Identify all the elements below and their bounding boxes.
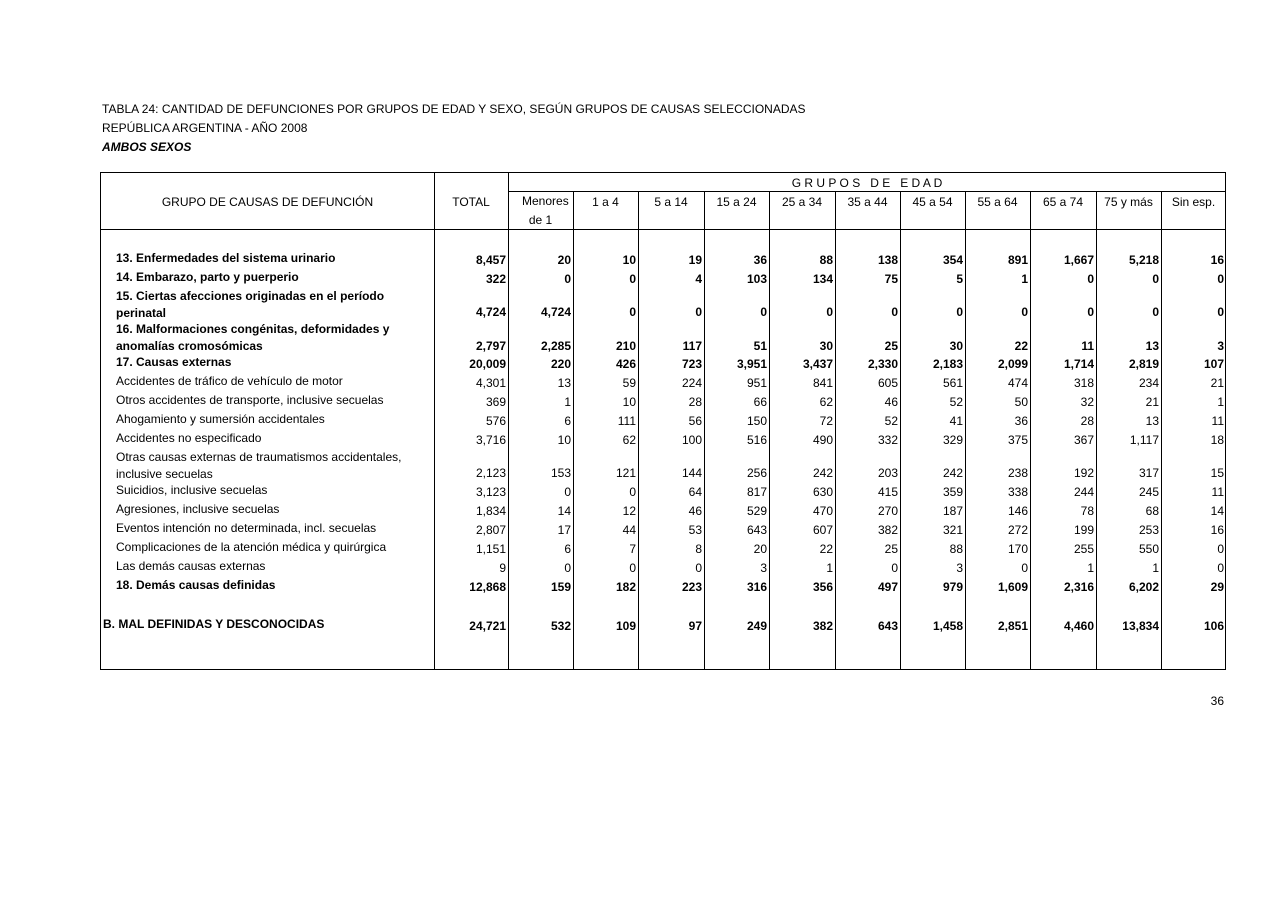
row-age-value: 0 (1087, 272, 1094, 286)
row-total-value: 3,716 (475, 433, 506, 447)
row-age-value: 13 (1145, 339, 1159, 353)
table-title: TABLA 24: CANTIDAD DE DEFUNCIONES POR GRUPOS DE EDAD Y SEXO, SEGÚN GRUPOS DE CAUSAS SELECCIONADAS (102, 102, 806, 116)
row-age-value: 951 (746, 376, 767, 390)
row-age-value: 0 (826, 305, 833, 319)
row-age-value: 97 (688, 619, 702, 633)
column-header-cause: GRUPO DE CAUSAS DE DEFUNCIÓN (161, 195, 374, 209)
row-age-value: 56 (688, 414, 702, 428)
row-age-value: 14 (1210, 504, 1224, 518)
row-label: 15. Ciertas afecciones originadas en el período perinatal (116, 289, 385, 320)
row-age-value: 354 (942, 253, 963, 267)
row-age-value: 121 (615, 466, 636, 480)
row-age-value: 415 (877, 485, 898, 499)
row-age-value: 532 (550, 619, 571, 633)
row-label: Complicaciones de la atención médica y quirúrgica (116, 540, 387, 554)
row-age-value: 1 (1217, 395, 1224, 409)
row-total-value: 4,301 (475, 376, 506, 390)
row-age-value: 0 (891, 561, 898, 575)
row-age-value: 0 (1152, 305, 1159, 319)
row-age-value: 28 (1080, 414, 1094, 428)
row-age-value: 0 (1021, 561, 1028, 575)
row-age-value: 0 (695, 305, 702, 319)
row-age-value: 3 (1217, 339, 1224, 353)
header-bottom-rule (101, 229, 1226, 230)
row-age-value: 187 (942, 504, 963, 518)
row-age-value: 78 (1080, 504, 1094, 518)
row-total-value: 576 (485, 414, 506, 428)
row-age-value: 979 (942, 580, 963, 594)
row-total-value: 1,834 (475, 504, 506, 518)
row-age-value: 36 (753, 253, 767, 267)
row-total-value: 24,721 (469, 619, 506, 633)
row-age-value: 3 (760, 561, 767, 575)
page-number: 36 (1210, 694, 1224, 708)
row-age-value: 516 (746, 433, 767, 447)
row-age-value: 382 (812, 619, 833, 633)
row-label: 18. Demás causas definidas (116, 578, 276, 592)
row-total-value: 20,009 (469, 357, 506, 371)
column-header-total: TOTAL (452, 195, 490, 209)
row-label: 16. Malformaciones congénitas, deformidades y anomalías cromosómicas (116, 322, 390, 353)
row-age-value: 46 (688, 504, 702, 518)
row-label: B. MAL DEFINIDAS Y DESCONOCIDAS (103, 617, 325, 631)
row-age-value: 245 (1138, 485, 1159, 499)
row-age-value: 234 (1138, 376, 1159, 390)
row-age-value: 100 (681, 433, 702, 447)
row-age-value: 107 (1203, 357, 1224, 371)
row-age-value: 2,330 (867, 357, 898, 371)
row-label: Otros accidentes de transporte, inclusive secuelas (116, 393, 384, 407)
column-header-age: Sin esp. (1171, 195, 1216, 209)
row-age-value: 106 (1203, 619, 1224, 633)
row-age-value: 255 (1073, 542, 1094, 556)
row-age-value: 0 (760, 305, 767, 319)
row-age-value: 59 (622, 376, 636, 390)
row-age-value: 11 (1081, 339, 1094, 353)
row-age-value: 52 (884, 414, 898, 428)
row-age-value: 2,285 (540, 339, 571, 353)
row-age-value: 0 (956, 305, 963, 319)
row-age-value: 0 (1217, 561, 1224, 575)
row-age-value: 561 (942, 376, 963, 390)
row-age-value: 30 (819, 339, 833, 353)
row-age-value: 490 (812, 433, 833, 447)
row-age-value: 1,117 (1129, 433, 1159, 447)
row-age-value: 244 (1073, 485, 1094, 499)
row-age-value: 170 (1007, 542, 1028, 556)
row-age-value: 0 (1087, 305, 1094, 319)
table-titles (102, 100, 806, 157)
row-age-value: 21 (1145, 395, 1159, 409)
row-label: Agresiones, inclusive secuelas (116, 502, 280, 516)
column-header-age: 45 a 54 (912, 195, 953, 209)
row-age-value: 22 (1014, 339, 1028, 353)
row-age-value: 375 (1007, 433, 1028, 447)
row-age-value: 1 (826, 561, 833, 575)
column-header-age: 15 a 24 (716, 195, 757, 209)
row-age-value: 1,458 (932, 619, 963, 633)
row-age-value: 210 (615, 339, 636, 353)
row-age-value: 8 (695, 542, 702, 556)
column-header-age: 35 a 44 (847, 195, 888, 209)
row-age-value: 16 (1210, 253, 1224, 267)
row-age-value: 723 (681, 357, 702, 371)
table-subtitle: REPÚBLICA ARGENTINA - AÑO 2008 (102, 121, 308, 135)
row-age-value: 10 (622, 253, 636, 267)
row-age-value: 62 (819, 395, 833, 409)
row-age-value: 199 (1073, 523, 1094, 537)
row-age-value: 109 (615, 619, 636, 633)
row-label: 14. Embarazo, parto y puerperio (116, 270, 299, 284)
row-label: 17. Causas externas (116, 355, 232, 369)
row-age-value: 0 (1021, 305, 1028, 319)
row-age-value: 192 (1073, 466, 1094, 480)
row-age-value: 32 (1080, 395, 1094, 409)
row-age-value: 66 (753, 395, 767, 409)
row-age-value: 0 (564, 272, 571, 286)
row-label: 13. Enfermedades del sistema urinario (116, 251, 336, 265)
row-age-value: 272 (1007, 523, 1028, 537)
row-age-value: 182 (615, 580, 636, 594)
column-header-age: 5 a 14 (654, 195, 688, 209)
row-age-value: 6 (564, 414, 571, 428)
row-age-value: 497 (877, 580, 898, 594)
row-age-value: 356 (812, 580, 833, 594)
row-age-value: 6 (564, 542, 571, 556)
row-age-value: 117 (682, 339, 702, 353)
row-age-value: 72 (819, 414, 833, 428)
row-total-value: 4,724 (475, 305, 506, 319)
row-age-value: 1,609 (997, 580, 1028, 594)
row-age-value: 4 (695, 272, 702, 286)
row-total-value: 12,868 (469, 580, 506, 594)
row-age-value: 249 (746, 619, 767, 633)
row-age-value: 0 (1217, 305, 1224, 319)
row-total-value: 2,123 (475, 466, 506, 480)
row-age-value: 1 (564, 395, 571, 409)
row-age-value: 25 (884, 339, 898, 353)
row-label: Otras causas externas de traumatismos accidentales, inclusive secuelas (116, 450, 402, 481)
row-age-value: 630 (812, 485, 833, 499)
row-age-value: 6,202 (1128, 580, 1159, 594)
row-total-value: 9 (499, 561, 506, 575)
row-age-value: 643 (877, 619, 898, 633)
row-age-value: 332 (877, 433, 898, 447)
row-age-value: 17 (557, 523, 571, 537)
row-age-value: 1 (1152, 561, 1159, 575)
row-age-value: 0 (1217, 542, 1224, 556)
row-age-value: 134 (812, 272, 833, 286)
row-age-value: 242 (942, 466, 963, 480)
row-age-value: 0 (629, 305, 636, 319)
row-age-value: 529 (746, 504, 767, 518)
row-age-value: 36 (1014, 414, 1028, 428)
row-age-value: 44 (622, 523, 636, 537)
row-age-value: 1,714 (1063, 357, 1094, 371)
row-age-value: 20 (557, 253, 571, 267)
row-age-value: 10 (557, 433, 571, 447)
row-age-value: 11 (1211, 485, 1224, 499)
row-age-value: 1,667 (1063, 253, 1094, 267)
row-age-value: 52 (949, 395, 963, 409)
row-age-value: 426 (615, 357, 636, 371)
row-label: Las demás causas externas (116, 559, 266, 573)
row-age-value: 64 (688, 485, 702, 499)
row-age-value: 841 (812, 376, 833, 390)
row-age-value: 2,099 (997, 357, 1028, 371)
row-age-value: 0 (891, 305, 898, 319)
row-age-value: 1 (1087, 561, 1094, 575)
row-age-value: 242 (812, 466, 833, 480)
row-age-value: 51 (753, 339, 767, 353)
row-age-value: 12 (622, 504, 636, 518)
column-header-age: Menores de 1 (522, 194, 569, 227)
row-age-value: 18 (1210, 433, 1224, 447)
row-age-value: 316 (746, 580, 767, 594)
row-age-value: 270 (877, 504, 898, 518)
row-age-value: 14 (557, 504, 571, 518)
row-age-value: 0 (564, 485, 571, 499)
row-age-value: 382 (877, 523, 898, 537)
row-age-value: 16 (1210, 523, 1224, 537)
row-age-value: 2,851 (997, 619, 1028, 633)
row-age-value: 21 (1210, 376, 1224, 390)
row-age-value: 50 (1014, 395, 1028, 409)
row-age-value: 15 (1210, 466, 1224, 480)
row-age-value: 0 (629, 561, 636, 575)
row-age-value: 643 (746, 523, 767, 537)
row-age-value: 88 (949, 542, 963, 556)
row-age-value: 0 (695, 561, 702, 575)
row-age-value: 20 (753, 542, 767, 556)
row-age-value: 317 (1138, 466, 1159, 480)
row-age-value: 25 (884, 542, 898, 556)
row-age-value: 153 (550, 466, 571, 480)
row-age-value: 150 (746, 414, 767, 428)
row-age-value: 13 (1145, 414, 1159, 428)
row-age-value: 13,834 (1122, 619, 1159, 633)
row-age-value: 550 (1138, 542, 1159, 556)
row-age-value: 75 (884, 272, 898, 286)
column-header-age: 65 a 74 (1042, 195, 1084, 209)
row-label: Suicidios, inclusive secuelas (116, 483, 268, 497)
age-groups-header: G R U P O S D E E D A D (791, 176, 943, 190)
row-age-value: 2,819 (1128, 357, 1159, 371)
row-age-value: 22 (819, 542, 833, 556)
row-total-value: 8,457 (475, 253, 506, 267)
row-label: Accidentes no especificado (116, 431, 262, 445)
row-age-value: 0 (629, 485, 636, 499)
row-age-value: 817 (746, 485, 767, 499)
row-age-value: 0 (1152, 272, 1159, 286)
row-age-value: 220 (550, 357, 571, 371)
row-age-value: 203 (877, 466, 898, 480)
age-group-underline (508, 191, 1226, 192)
row-age-value: 11 (1211, 414, 1224, 428)
row-age-value: 29 (1210, 580, 1224, 594)
row-age-value: 605 (877, 376, 898, 390)
row-age-value: 338 (1007, 485, 1028, 499)
row-age-value: 318 (1073, 376, 1094, 390)
row-age-value: 470 (812, 504, 833, 518)
row-age-value: 3,951 (736, 357, 767, 371)
row-label: Accidentes de tráfico de vehículo de motor (116, 374, 343, 388)
row-total-value: 2,797 (475, 339, 506, 353)
row-age-value: 53 (688, 523, 702, 537)
row-age-value: 0 (629, 272, 636, 286)
row-age-value: 19 (688, 253, 702, 267)
row-total-value: 1,151 (475, 542, 506, 556)
row-age-value: 144 (681, 466, 702, 480)
row-total-value: 3,123 (475, 485, 506, 499)
row-age-value: 28 (688, 395, 702, 409)
row-age-value: 253 (1138, 523, 1159, 537)
row-age-value: 30 (949, 339, 963, 353)
data-table (100, 172, 1226, 670)
row-age-value: 223 (681, 580, 702, 594)
row-age-value: 3 (956, 561, 963, 575)
row-age-value: 138 (877, 253, 898, 267)
row-age-value: 2,183 (932, 357, 963, 371)
column-header-age: 55 a 64 (977, 195, 1018, 209)
row-total-value: 369 (485, 395, 506, 409)
row-age-value: 68 (1145, 504, 1159, 518)
row-age-value: 607 (812, 523, 833, 537)
table-subtitle-sex: AMBOS SEXOS (102, 140, 192, 154)
row-age-value: 359 (942, 485, 963, 499)
row-age-value: 1 (1021, 272, 1028, 286)
row-total-value: 2,807 (475, 523, 506, 537)
row-age-value: 103 (746, 272, 767, 286)
row-age-value: 3,437 (802, 357, 833, 371)
row-age-value: 4,724 (540, 305, 571, 319)
row-age-value: 10 (622, 395, 636, 409)
row-total-value: 322 (485, 272, 506, 286)
column-header-age: 25 a 34 (781, 195, 823, 209)
column-header-age: 75 y más (1104, 195, 1153, 209)
row-age-value: 474 (1007, 376, 1028, 390)
row-age-value: 146 (1007, 504, 1028, 518)
row-age-value: 41 (949, 414, 963, 428)
row-age-value: 62 (622, 433, 636, 447)
row-age-value: 0 (564, 561, 571, 575)
row-age-value: 329 (942, 433, 963, 447)
column-header-age: 1 a 4 (592, 195, 619, 209)
row-age-value: 5 (956, 272, 963, 286)
row-age-value: 256 (746, 466, 767, 480)
row-age-value: 321 (942, 523, 963, 537)
row-age-value: 238 (1007, 466, 1028, 480)
row-label: Ahogamiento y sumersión accidentales (116, 412, 325, 426)
row-age-value: 0 (1217, 272, 1224, 286)
row-label: Eventos intención no determinada, incl. secuelas (116, 521, 377, 535)
row-age-value: 7 (629, 542, 636, 556)
row-age-value: 46 (884, 395, 898, 409)
row-age-value: 4,460 (1063, 619, 1094, 633)
row-age-value: 5,218 (1128, 253, 1159, 267)
row-age-value: 224 (681, 376, 702, 390)
row-age-value: 111 (617, 414, 636, 428)
row-age-value: 13 (557, 376, 571, 390)
row-age-value: 367 (1073, 433, 1094, 447)
row-age-value: 891 (1007, 253, 1028, 267)
row-age-value: 88 (819, 253, 833, 267)
row-age-value: 159 (550, 580, 571, 594)
row-age-value: 2,316 (1063, 580, 1094, 594)
